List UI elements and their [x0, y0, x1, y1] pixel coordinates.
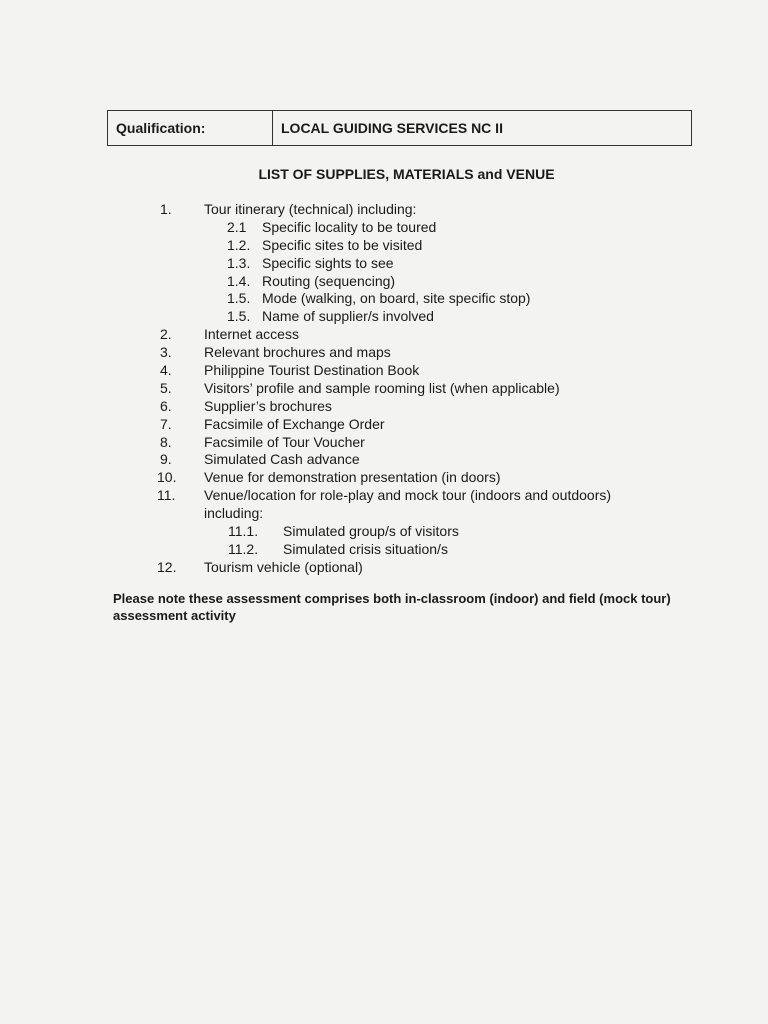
item-number: 2. [160, 326, 172, 343]
list-item [0, 398, 768, 416]
subitem-text: Routing (sequencing) [262, 272, 396, 289]
list-item [0, 201, 768, 219]
subitem-number: 11.1. [228, 523, 259, 540]
qualification-label: Qualification: [108, 111, 273, 145]
list-item [0, 344, 768, 362]
list-item [0, 416, 768, 434]
subitem-text: Specific sites to be visited [262, 236, 423, 253]
subitem-number: 1.5. [227, 290, 251, 307]
subitem-text: Simulated group/s of visitors [283, 523, 459, 540]
subitem-text: Mode (walking, on board, site specific stop) [262, 290, 531, 307]
sub-list-item [0, 255, 768, 273]
item-number: 4. [160, 362, 172, 379]
sub-list-item [0, 290, 768, 308]
list-item [0, 451, 768, 469]
sub-list-item [0, 308, 768, 326]
list-item [0, 487, 768, 505]
qualification-value: LOCAL GUIDING SERVICES NC II [281, 120, 503, 136]
list-item [0, 380, 768, 398]
subitem-number: 11.2. [228, 540, 259, 557]
item-number: 7. [160, 415, 172, 432]
subitem-text: Name of supplier/s involved [262, 308, 434, 325]
item-text-continuation: including: [204, 505, 264, 522]
item-number: 5. [160, 379, 172, 396]
subitem-number: 2.1 [227, 218, 247, 235]
subitem-number: 1.3. [227, 254, 251, 271]
item-text: Tour itinerary (technical) including: [204, 201, 417, 217]
document-title: LIST OF SUPPLIES, MATERIALS and VENUE [258, 166, 555, 182]
supplies-list [0, 201, 768, 577]
item-text: Facsimile of Tour Voucher [204, 433, 365, 450]
item-number: 6. [160, 397, 172, 414]
subitem-text: Simulated crisis situation/s [283, 540, 448, 557]
item-text: Venue for demonstration presentation (in doors) [204, 469, 501, 486]
item-text: Venue/location for role-play and mock tour (indoors and outdoors) [204, 487, 612, 504]
subitem-text: Specific sights to see [262, 254, 394, 271]
list-item [0, 326, 768, 344]
item-text: Visitors’ profile and sample rooming list (when applicable) [204, 379, 560, 396]
list-item-continuation [0, 505, 768, 523]
assessment-note: Please note these assessment comprises both in-classroom (indoor) and field (mock tour) assessment activity [113, 591, 671, 623]
sub-list-item [0, 541, 768, 559]
list-item [0, 362, 768, 380]
item-text: Internet access [204, 326, 299, 343]
list-item [0, 434, 768, 452]
qualification-table [107, 110, 692, 146]
item-text: Tourism vehicle (optional) [204, 558, 363, 575]
subitem-number: 1.5. [227, 308, 251, 325]
subitem-number: 1.4. [227, 272, 251, 289]
sub-list-item [0, 237, 768, 255]
subitem-text: Specific locality to be toured [262, 218, 437, 235]
item-text: Supplier’s brochures [204, 397, 332, 414]
item-number: 1. [160, 201, 172, 217]
list-item [0, 559, 768, 577]
item-text: Facsimile of Exchange Order [204, 415, 385, 432]
subitem-number: 1.2. [227, 236, 251, 253]
sub-list-item [0, 219, 768, 237]
list-item [0, 469, 768, 487]
item-number: 10. [157, 469, 177, 486]
item-number: 3. [160, 344, 172, 361]
item-number: 12. [157, 558, 177, 575]
item-number: 8. [160, 433, 172, 450]
item-number: 11. [157, 487, 176, 504]
sub-list-item [0, 273, 768, 291]
sub-list-item [0, 523, 768, 541]
item-text: Relevant brochures and maps [204, 344, 391, 361]
item-number: 9. [160, 451, 172, 468]
item-text: Philippine Tourist Destination Book [204, 362, 420, 379]
item-text: Simulated Cash advance [204, 451, 360, 468]
